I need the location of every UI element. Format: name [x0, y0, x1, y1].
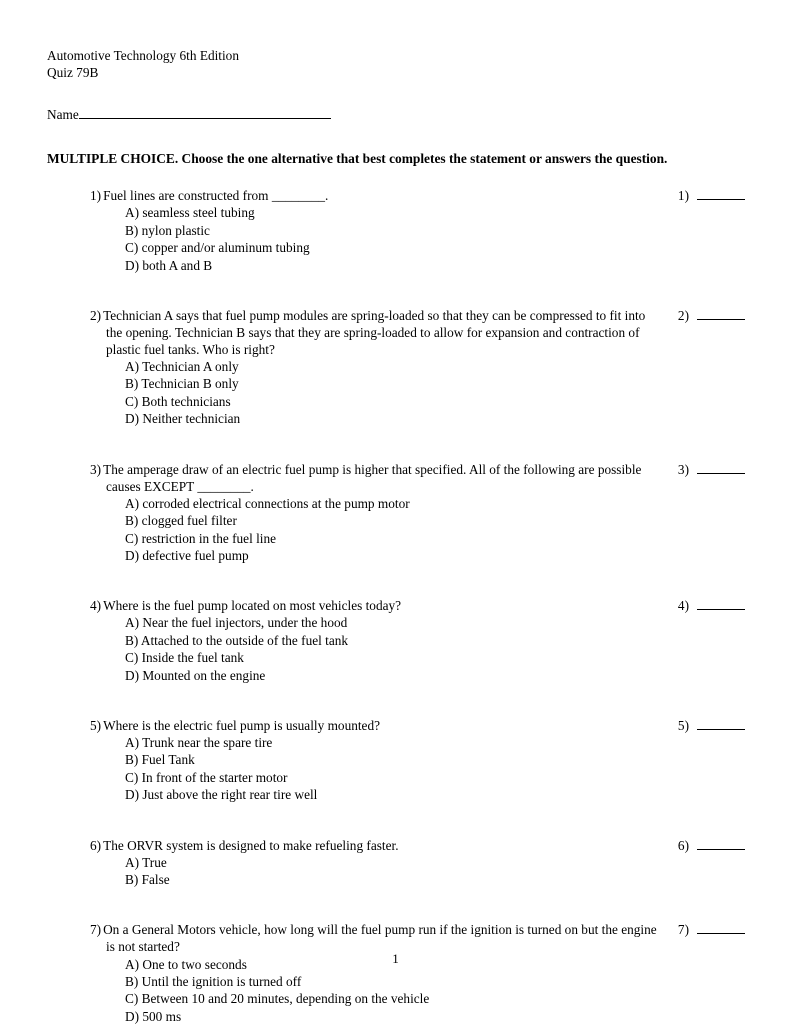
answer-blank[interactable]: [697, 717, 745, 730]
choice-option: C) Between 10 and 20 minutes, depending on the vehicle: [125, 991, 430, 1007]
answer-number: 1): [677, 188, 689, 204]
choice-option: D) both A and B: [125, 257, 213, 273]
choice-option: C) In front of the starter motor: [125, 769, 288, 785]
question-text: [90, 837, 662, 854]
choice-option: B) Until the ignition is turned off: [125, 973, 302, 989]
question-main: [90, 307, 662, 428]
question-number: 1): [90, 188, 102, 204]
question-number: 3): [90, 461, 102, 477]
choice-option: A) corroded electrical connections at the pump motor: [125, 495, 410, 511]
choices-list: [125, 854, 662, 889]
choice-option: D) Neither technician: [125, 411, 241, 427]
instructions: MULTIPLE CHOICE. Choose the one alternative that best completes the statement or answers the question.: [47, 151, 668, 167]
choice-option: C) copper and/or aluminum tubing: [125, 240, 310, 256]
choice-option: C) Inside the fuel tank: [125, 650, 244, 666]
question-stem: The ORVR system is designed to make refueling faster.: [103, 837, 399, 853]
question-main: [90, 717, 662, 804]
quiz-number: Quiz 79B: [47, 64, 99, 80]
question-block: [90, 307, 745, 428]
choice-option: A) Trunk near the spare tire: [125, 735, 273, 751]
choice-option: B) Technician B only: [125, 376, 239, 392]
document-header: [47, 48, 745, 81]
question-main: [90, 461, 662, 565]
answer-area: [662, 837, 745, 854]
choice-option: B) clogged fuel filter: [125, 513, 237, 529]
answer-number: 5): [677, 718, 689, 733]
question-main: [90, 597, 662, 684]
question-number: 6): [90, 837, 102, 853]
question-number: 4): [90, 598, 102, 614]
choice-option: D) 500 ms: [125, 1008, 182, 1024]
answer-number: 3): [677, 461, 689, 477]
choice-option: C) Both technicians: [125, 393, 231, 409]
question-stem: On a General Motors vehicle, how long will the fuel pump run if the ignition is turned on but the engine is not started?: [103, 922, 657, 955]
question-text: [90, 187, 662, 204]
question-block: [90, 187, 745, 274]
answer-blank[interactable]: [697, 921, 745, 934]
answer-area: [662, 921, 745, 938]
question-number: 2): [90, 308, 102, 324]
choices-list: [125, 495, 662, 565]
choice-option: B) Fuel Tank: [125, 752, 195, 768]
choices-list: [125, 204, 662, 274]
question-text: [90, 597, 662, 614]
question-text: [90, 307, 662, 358]
choices-list: [125, 358, 662, 428]
answer-area: [662, 461, 745, 478]
choice-option: A) seamless steel tubing: [125, 205, 255, 221]
question-stem: Fuel lines are constructed from ________.: [103, 188, 329, 204]
question-main: [90, 921, 662, 1024]
question-main: [90, 837, 662, 889]
page-number: 1: [392, 951, 399, 967]
choice-option: A) One to two seconds: [125, 956, 247, 972]
question-block: [90, 461, 745, 565]
question-stem: Technician A says that fuel pump modules are spring-loaded so that they can be compressed to fit into the opening. Technician B says that they are spring-loaded to allow for expansion and contraction of plastic fuel tanks. Who is right?: [103, 308, 646, 358]
choice-option: D) Mounted on the engine: [125, 667, 266, 683]
choice-option: A) Technician A only: [125, 359, 239, 375]
choice-option: B) False: [125, 872, 170, 888]
question-block: [90, 837, 745, 889]
question-stem: Where is the electric fuel pump is usually mounted?: [103, 718, 381, 733]
choice-option: C) restriction in the fuel line: [125, 530, 277, 546]
answer-area: [662, 307, 745, 324]
answer-blank[interactable]: [697, 307, 745, 320]
choice-option: D) Just above the right rear tire well: [125, 787, 318, 803]
name-blank[interactable]: [79, 105, 331, 119]
choices-list: [125, 614, 662, 684]
answer-number: 6): [677, 837, 689, 853]
choices-list: [125, 734, 662, 804]
answer-number: 4): [677, 598, 689, 614]
name-label: Name: [47, 107, 79, 123]
answer-blank[interactable]: [697, 461, 745, 474]
question-block: [90, 597, 745, 684]
choice-option: B) Attached to the outside of the fuel tank: [125, 632, 349, 648]
document-title: Automotive Technology 6th Edition: [47, 48, 239, 63]
answer-area: [662, 717, 745, 734]
question-text: [90, 461, 662, 495]
question-number: 7): [90, 922, 102, 938]
answer-area: [662, 597, 745, 614]
name-row: [47, 105, 745, 123]
question-main: [90, 187, 662, 274]
choice-option: A) True: [125, 854, 167, 870]
answer-blank[interactable]: [697, 597, 745, 610]
answer-number: 2): [677, 308, 689, 324]
answer-blank[interactable]: [697, 187, 745, 200]
question-number: 5): [90, 718, 102, 733]
choice-option: B) nylon plastic: [125, 222, 210, 238]
question-block: [90, 717, 745, 804]
question-text: [90, 717, 662, 734]
question-block: [90, 921, 745, 1024]
question-stem: Where is the fuel pump located on most vehicles today?: [103, 598, 402, 614]
question-stem: The amperage draw of an electric fuel pump is higher that specified. All of the following are possible causes EXCEPT ________.: [103, 461, 642, 494]
answer-area: [662, 187, 745, 204]
answer-number: 7): [677, 922, 689, 938]
choice-option: A) Near the fuel injectors, under the hood: [125, 615, 348, 631]
questions-list: [90, 187, 745, 1024]
answer-blank[interactable]: [697, 837, 745, 850]
choice-option: D) defective fuel pump: [125, 547, 249, 563]
